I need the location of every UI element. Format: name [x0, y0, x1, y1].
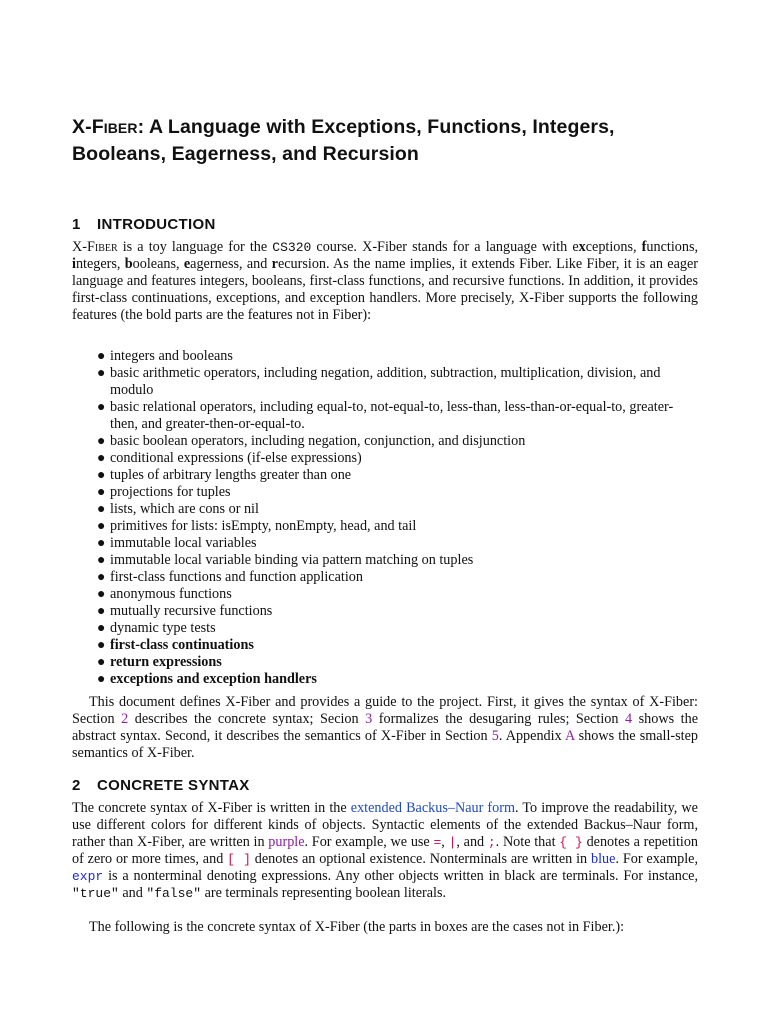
bullet-icon: ● — [97, 604, 106, 619]
title-brand: X-Fiber — [72, 116, 138, 138]
section-ref-link[interactable]: 3 — [365, 711, 373, 727]
list-item — [72, 501, 698, 518]
bullet-icon: ● — [97, 570, 106, 585]
section-heading-introduction — [72, 215, 216, 235]
section-ref-link[interactable]: 2 — [121, 711, 129, 727]
list-item — [72, 535, 698, 552]
paper-title — [72, 114, 698, 168]
list-item-text: anonymous functions — [110, 586, 232, 602]
bullet-icon: ● — [97, 400, 106, 415]
list-item — [72, 637, 698, 654]
list-item-text: exceptions and exception handlers — [110, 671, 317, 687]
bullet-icon: ● — [97, 485, 106, 500]
title-line1-rest: : A Language with Exceptions, Functions, Integers, — [137, 116, 615, 138]
list-item-text: basic arithmetic operators, including negation, addition, subtraction, multiplication, division, and modulo — [110, 365, 661, 398]
list-item — [72, 620, 698, 637]
intro-paragraph: X-Fiber is a toy language for the CS320 course. X-Fiber stands for a language with exceptions, functions, integers, booleans, eagerness, and recursion. As the name implies, it extends Fiber. Like Fiber, it is an eager language and features integers, booleans, first-class functions, and recursive functions. In addition, it provides first-class continuations, exceptions, and exception handlers. More precisely, X-Fiber supports the following features (the bold parts are the features not in Fiber): — [72, 239, 699, 323]
overview-paragraph: This document defines X-Fiber and provides a guide to the project. First, it gives the syntax of X-Fiber: Section 2 describes the concrete syntax; Secion 3 formalizes the desugaring rules; Section 4 shows the abstract syntax. Second, it describes the semantics of X-Fiber in Section 5. Appendix A shows the small-step semantics of X-Fiber. — [72, 694, 699, 761]
list-item-text: first-class continuations — [110, 637, 254, 653]
bullet-icon: ● — [97, 587, 106, 602]
list-item-text: tuples of arbitrary lengths greater than one — [110, 467, 352, 483]
list-item — [72, 450, 698, 467]
title-line2: Booleans, Eagerness, and Recursion — [72, 143, 419, 165]
list-item — [72, 399, 698, 433]
bullet-icon: ● — [97, 451, 106, 466]
list-item-text: first-class functions and function application — [110, 569, 363, 585]
list-item — [72, 569, 698, 586]
bullet-icon: ● — [97, 672, 106, 687]
section-ref-link[interactable]: 4 — [625, 711, 633, 727]
section-number: 2 — [72, 777, 81, 794]
list-item — [72, 671, 698, 688]
list-item-text: projections for tuples — [110, 484, 231, 500]
list-item — [72, 348, 698, 365]
section-number: 1 — [72, 216, 81, 233]
list-item-text: conditional expressions (if-else expressions) — [110, 450, 362, 466]
list-item — [72, 365, 698, 399]
ebnf-link[interactable]: extended Backus–Naur form — [350, 800, 515, 816]
bullet-icon: ● — [97, 349, 106, 364]
bullet-icon: ● — [97, 519, 106, 534]
feature-list — [72, 348, 698, 688]
syntax-paragraph: The concrete syntax of X-Fiber is written in the extended Backus–Naur form. To improve the readability, we use different colors for different kinds of objects. Syntactic elements of the extended Backus–Naur form, rather than X-Fiber, are written in purple. For example, we use =, |, and ;. Note that { } denotes a repetition of zero or more times, and [ ] denotes an optional existence. Nonterminals are written in blue. For example, expr is a nonterminal denoting expressions. Any other objects written in black are terminals. For instance, "true" and "false" are terminals representing boolean literals. — [72, 800, 699, 901]
list-item-text: primitives for lists: isEmpty, nonEmpty, head, and tail — [110, 518, 417, 534]
list-item — [72, 467, 698, 484]
section-title: INTRODUCTION — [97, 216, 216, 233]
appendix-ref-link[interactable]: A — [565, 728, 575, 744]
bullet-icon: ● — [97, 502, 106, 517]
list-item — [72, 552, 698, 569]
bullet-icon: ● — [97, 366, 106, 381]
list-item — [72, 484, 698, 501]
section-ref-link[interactable]: 5 — [491, 728, 499, 744]
bullet-icon: ● — [97, 621, 106, 636]
bullet-icon: ● — [97, 434, 106, 449]
section-heading-concrete-syntax — [72, 776, 250, 796]
section-title: CONCRETE SYNTAX — [97, 777, 250, 794]
bullet-icon: ● — [97, 468, 106, 483]
list-item-text: immutable local variable binding via pattern matching on tuples — [110, 552, 474, 568]
list-item-text: basic relational operators, including equal-to, not-equal-to, less-than, less-than-or-equal-to, greater-then, and greater-then-or-equal-to. — [110, 399, 674, 432]
bullet-icon: ● — [97, 655, 106, 670]
list-item-text: return expressions — [110, 654, 222, 670]
bullet-icon: ● — [97, 638, 106, 653]
list-item-text: integers and booleans — [110, 348, 233, 364]
syntax-intro-paragraph: The following is the concrete syntax of X-Fiber (the parts in boxes are the cases not in Fiber.): — [89, 919, 625, 935]
bullet-icon: ● — [97, 553, 106, 568]
list-item — [72, 603, 698, 620]
list-item-text: dynamic type tests — [110, 620, 216, 636]
list-item — [72, 586, 698, 603]
list-item — [72, 433, 698, 450]
list-item — [72, 654, 698, 671]
list-item-text: immutable local variables — [110, 535, 257, 551]
list-item-text: lists, which are cons or nil — [110, 501, 259, 517]
list-item-text: basic boolean operators, including negation, conjunction, and disjunction — [110, 433, 526, 449]
list-item-text: mutually recursive functions — [110, 603, 273, 619]
list-item — [72, 518, 698, 535]
bullet-icon: ● — [97, 536, 106, 551]
